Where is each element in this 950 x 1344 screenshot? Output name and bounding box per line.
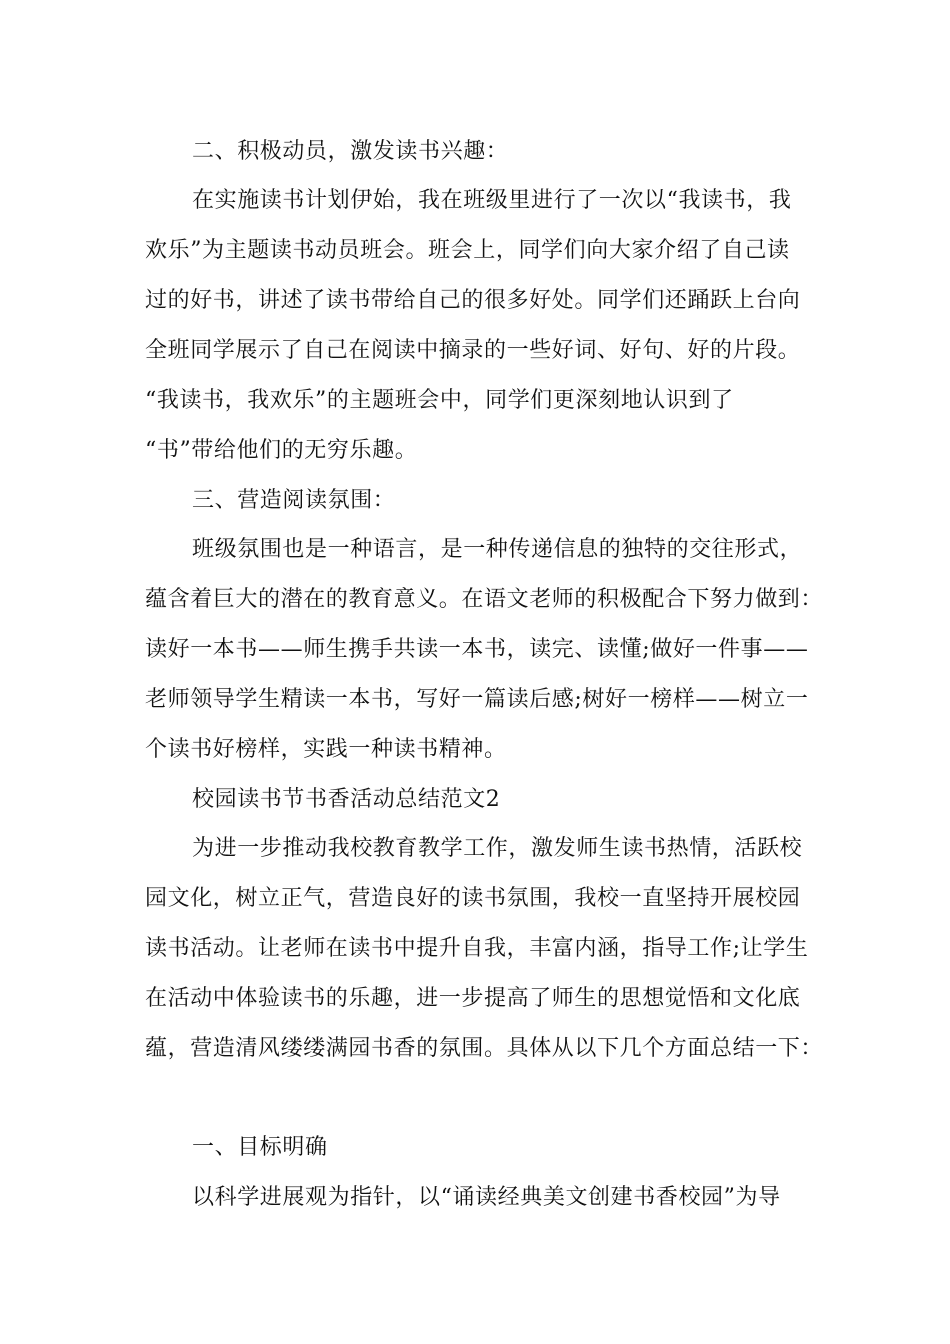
paragraph-line: 读好一本书——师生携手共读一本书，读完、读懂;做好一件事—— xyxy=(145,637,809,662)
paragraph-line: 欢乐”为主题读书动员班会。班会上，同学们向大家介绍了自己读 xyxy=(145,238,790,263)
paragraph-line: 在活动中体验读书的乐趣，进一步提高了师生的思想觉悟和文化底 xyxy=(145,986,801,1011)
paragraph-line: “书”带给他们的无穷乐趣。 xyxy=(145,438,418,463)
paragraph-line: 以科学进展观为指针，以“诵读经典美文创建书香校园”为导 xyxy=(192,1185,781,1210)
paragraph-line: “我读书，我欢乐”的主题班会中，同学们更深刻地认识到了 xyxy=(145,388,734,413)
paragraph-line: 老师领导学生精读一本书，写好一篇读后感;树好一榜样——树立一 xyxy=(145,687,809,712)
paragraph-line: 全班同学展示了自己在阅读中摘录的一些好词、好句、好的片段。 xyxy=(145,338,801,363)
paragraph-line: 在实施读书计划伊始，我在班级里进行了一次以“我读书，我 xyxy=(192,188,792,213)
section-heading-3: 三、营造阅读氛围： xyxy=(192,488,396,513)
paragraph-line: 蕴，营造清风缕缕满园书香的氛围。具体从以下几个方面总结一下： xyxy=(145,1036,824,1061)
section-heading-2: 二、积极动员，激发读书兴趣： xyxy=(192,139,509,164)
paragraph-line: 蕴含着巨大的潜在的教育意义。在语文老师的积极配合下努力做到： xyxy=(145,587,824,612)
paragraph-line: 园文化，树立正气，营造良好的读书氛围，我校一直坚持开展校园 xyxy=(145,886,801,911)
section-heading-1: 一、目标明确 xyxy=(192,1135,328,1160)
paragraph-line: 班级氛围也是一种语言，是一种传递信息的独特的交往形式， xyxy=(192,537,803,562)
paragraph-line: 个读书好榜样，实践一种读书精神。 xyxy=(145,737,507,762)
article-title: 校园读书节书香活动总结范文2 xyxy=(192,787,501,812)
paragraph-line: 过的好书，讲述了读书带给自己的很多好处。同学们还踊跃上台向 xyxy=(145,288,801,313)
paragraph-line: 读书活动。让老师在读书中提升自我，丰富内涵，指导工作;让学生 xyxy=(145,936,809,961)
paragraph-line: 为进一步推动我校教育教学工作，激发师生读书热情，活跃校 xyxy=(192,836,803,861)
